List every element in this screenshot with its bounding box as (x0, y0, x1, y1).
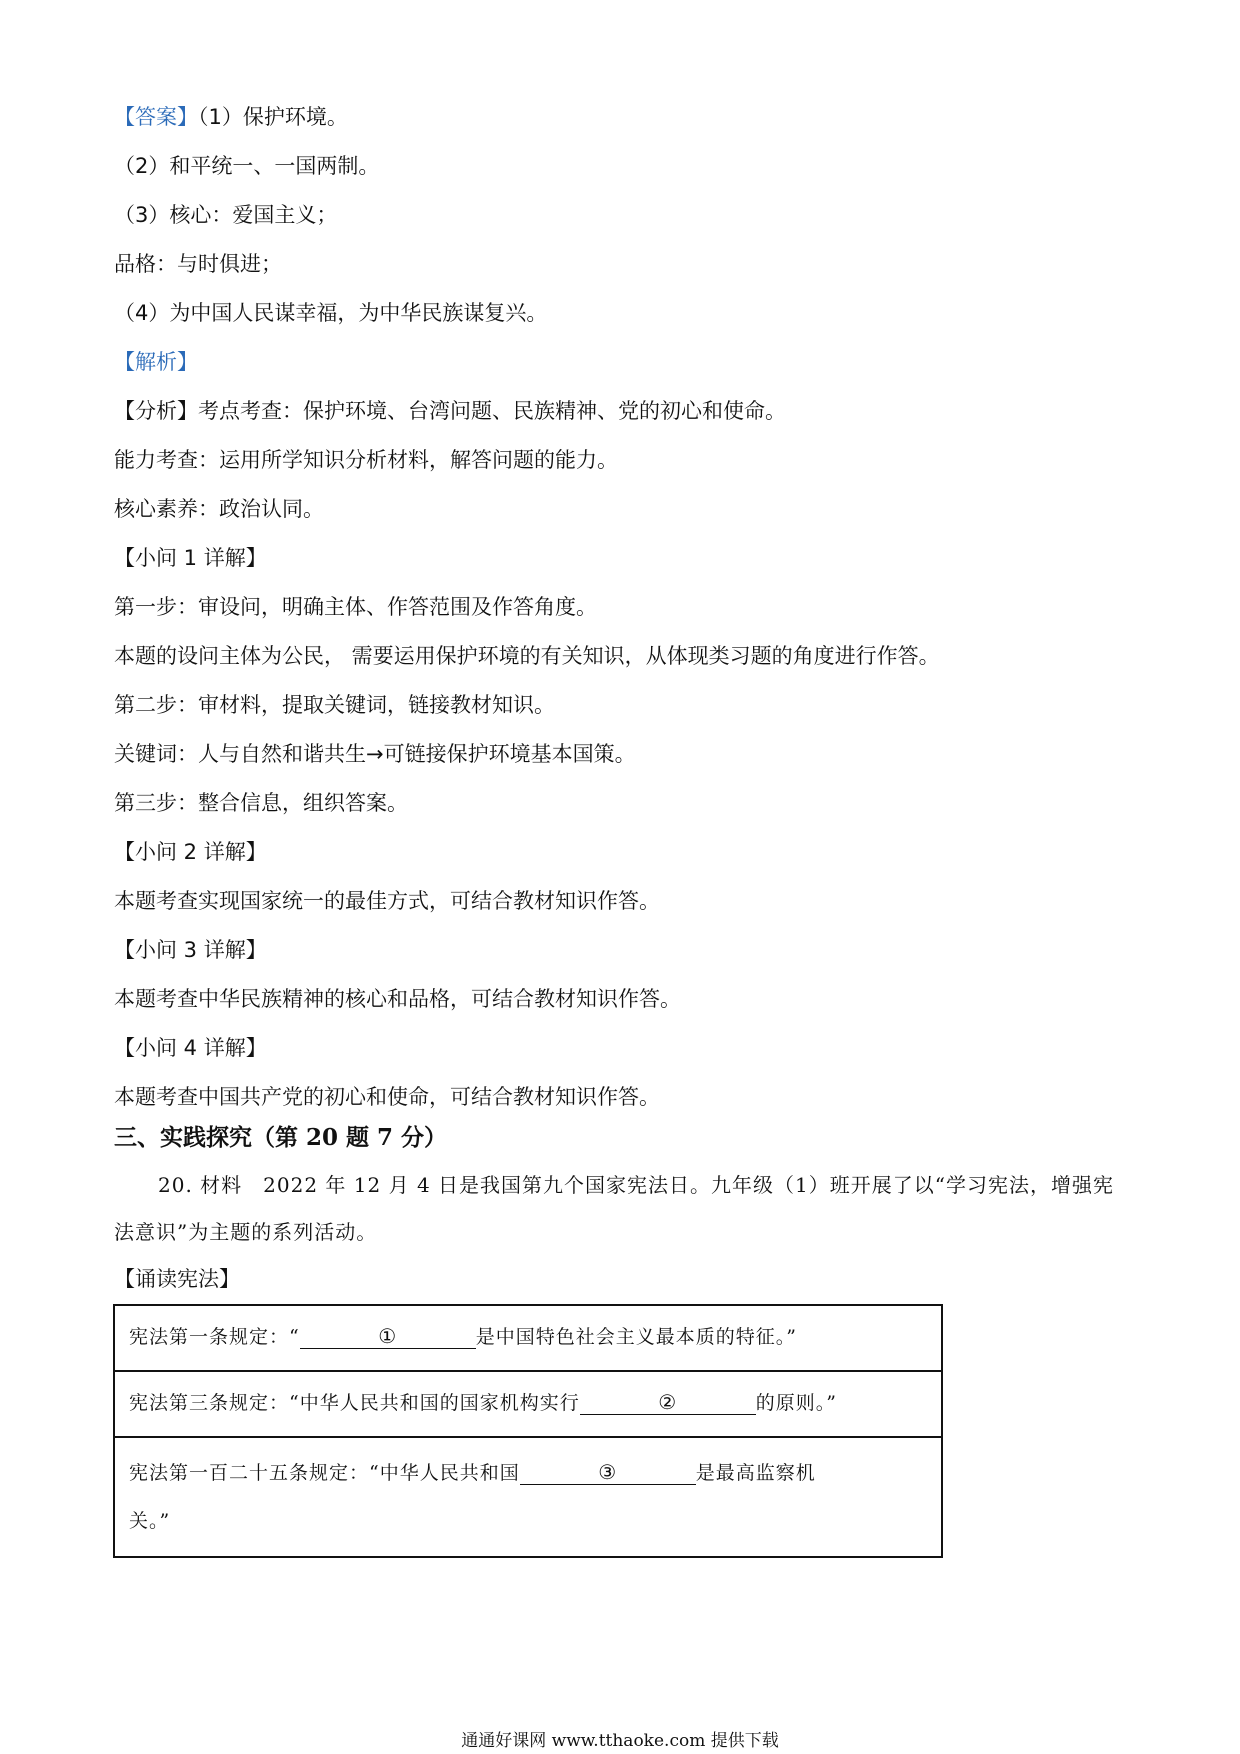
analysis-line-1: 【分析】考点考查：保护环境、台湾问题、民族精神、党的初心和使命。 (114, 399, 786, 423)
q2-body: 本题考查实现国家统一的最佳方式，可结合教材知识作答。 (114, 889, 660, 913)
q3-body: 本题考查中华民族精神的核心和品格，可结合教材知识作答。 (114, 987, 681, 1011)
section-title: 三、实践探究（第 20 题 7 分） (114, 1124, 448, 1151)
table-cell: 宪法第一百二十五条规定：“中华人民共和国 ③ 是最高监察机 关。” (114, 1437, 942, 1557)
answer-label: 【答案】 (114, 105, 198, 129)
question-20-line-1: 20. 材料 2022 年 12 月 4 日是我国第九个国家宪法日。九年级（1）班开展了以“学习宪法，增强宪 (158, 1173, 1114, 1197)
answer-line-3b: 品格：与时俱进； (114, 252, 282, 276)
q2-heading: 【小问 2 详解】 (114, 840, 267, 864)
answer-line-1: 【答案】（1）保护环境。 (114, 105, 348, 129)
q4-heading: 【小问 4 详解】 (114, 1036, 267, 1060)
table-row (114, 1437, 942, 1557)
q1-step-1: 第一步：审设问，明确主体、作答范围及作答角度。 (114, 595, 597, 619)
table-row (114, 1305, 942, 1371)
table-cell: 宪法第三条规定：“中华人民共和国的国家机构实行 ② 的原则。” (114, 1371, 942, 1437)
answer-line-4: （4）为中国人民谋幸福，为中华民族谋复兴。 (114, 301, 548, 325)
analysis-label: 【解析】 (114, 350, 198, 374)
table-cell: 宪法第一条规定：“ ① 是中国特色社会主义最本质的特征。” (114, 1305, 942, 1371)
q1-step-2: 第二步：审材料，提取关键词，链接教材知识。 (114, 693, 555, 717)
blank-1: ① (300, 1324, 476, 1349)
answer-line-2: （2）和平统一、一国两制。 (114, 154, 380, 178)
blank-2: ② (580, 1390, 756, 1415)
q1-step-2-detail: 关键词：人与自然和谐共生→可链接保护环境基本国策。 (114, 742, 636, 766)
analysis-line-2: 能力考查：运用所学知识分析材料，解答问题的能力。 (114, 448, 618, 472)
blank-3: ③ (520, 1460, 696, 1485)
q1-step-1-detail: 本题的设问主体为公民， 需要运用保护环境的有关知识，从体现类习题的角度进行作答。 (114, 644, 940, 668)
answer-line-3: （3）核心：爱国主义； (114, 203, 338, 227)
table-row (114, 1371, 942, 1437)
recite-heading: 【诵读宪法】 (114, 1267, 240, 1291)
q1-step-3: 第三步：整合信息，组织答案。 (114, 791, 408, 815)
footer: 通通好课网 www.tthaoke.com 提供下载 (461, 1731, 779, 1751)
question-20-line-2: 法意识”为主题的系列活动。 (114, 1220, 378, 1244)
constitution-table (113, 1304, 943, 1558)
q3-heading: 【小问 3 详解】 (114, 938, 267, 962)
q4-body: 本题考查中国共产党的初心和使命，可结合教材知识作答。 (114, 1085, 660, 1109)
analysis-line-3: 核心素养：政治认同。 (114, 497, 324, 521)
q1-heading: 【小问 1 详解】 (114, 546, 267, 570)
